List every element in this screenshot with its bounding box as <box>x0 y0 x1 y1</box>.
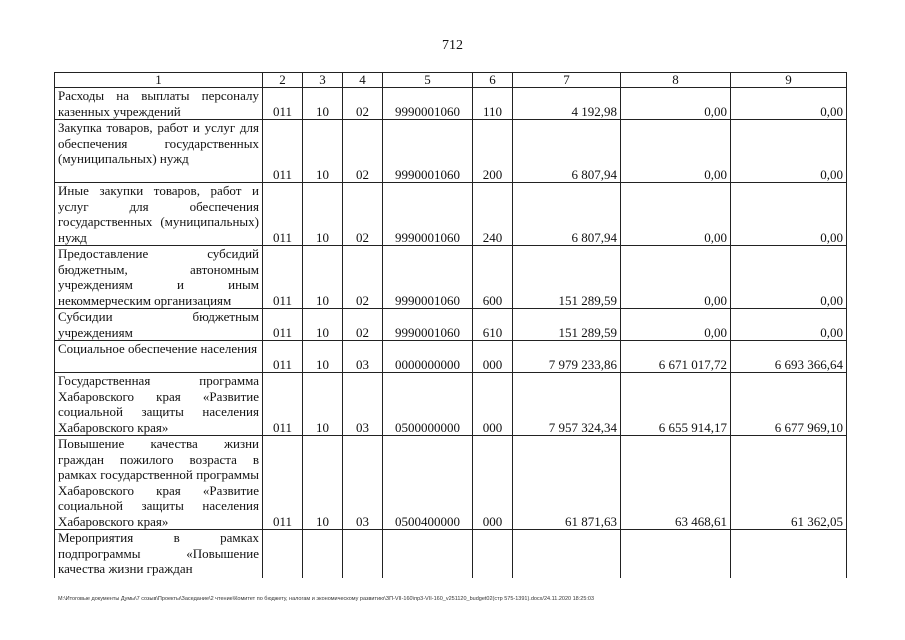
cell-amount-2022 <box>621 530 731 578</box>
cell-type-code: 000 <box>473 373 513 436</box>
cell-col-4: 02 <box>343 309 383 341</box>
cell-amount-2023: 0,00 <box>731 183 847 246</box>
cell-amount-2023 <box>731 530 847 578</box>
cell-type-code: 200 <box>473 120 513 183</box>
header-cell: 8 <box>621 73 731 88</box>
table-row <box>55 373 847 436</box>
cell-amount-2022: 0,00 <box>621 246 731 309</box>
cell-col-4: 02 <box>343 120 383 183</box>
cell-type-code: 610 <box>473 309 513 341</box>
cell-col-3: 10 <box>303 436 343 530</box>
cell-col-4: 02 <box>343 246 383 309</box>
cell-type-code: 000 <box>473 341 513 373</box>
cell-amount-2023: 6 693 366,64 <box>731 341 847 373</box>
cell-col-3: 10 <box>303 183 343 246</box>
cell-col-4: 03 <box>343 373 383 436</box>
cell-col-4: 02 <box>343 183 383 246</box>
cell-col-2 <box>263 530 303 578</box>
cell-amount-2021 <box>513 530 621 578</box>
cell-target-code: 9990001060 <box>383 309 473 341</box>
table-row <box>55 341 847 373</box>
cell-amount-2022: 0,00 <box>621 183 731 246</box>
cell-amount-2021: 4 192,98 <box>513 88 621 120</box>
file-path-footer: M:\Итоговые документы Думы\7 созыв\Проекты\Заседание\2 чтение\Комитет по бюджету, налогам и экономическому развитию\ЗП-VII-160\пр3-VII-160_v251120_budget02(стр 575-1391).docx/24.11.2020 18:25:03 <box>58 596 595 602</box>
cell-col-3: 10 <box>303 88 343 120</box>
cell-amount-2022: 6 655 914,17 <box>621 373 731 436</box>
cell-col-3 <box>303 530 343 578</box>
cell-amount-2022: 6 671 017,72 <box>621 341 731 373</box>
cell-name: Закупка товаров, работ и услуг для обеспечения государственных (муниципальных) нужд <box>55 120 263 183</box>
cell-type-code: 240 <box>473 183 513 246</box>
cell-col-3: 10 <box>303 120 343 183</box>
cell-col-4: 02 <box>343 88 383 120</box>
table-row <box>55 309 847 341</box>
cell-col-2: 011 <box>263 341 303 373</box>
cell-amount-2023: 0,00 <box>731 246 847 309</box>
cell-col-3: 10 <box>303 309 343 341</box>
table-row <box>55 246 847 309</box>
header-cell: 2 <box>263 73 303 88</box>
cell-name: Мероприятия в рамках подпрограммы «Повышение качества жизни граждан <box>55 530 263 578</box>
cell-type-code: 110 <box>473 88 513 120</box>
cell-amount-2021: 7 957 324,34 <box>513 373 621 436</box>
cell-name: Предоставление субсидий бюджетным, автономным учреждениям и иным некоммерческим организациям <box>55 246 263 309</box>
cell-target-code: 0000000000 <box>383 341 473 373</box>
cell-amount-2022: 0,00 <box>621 120 731 183</box>
cell-amount-2022: 63 468,61 <box>621 436 731 530</box>
cell-col-2: 011 <box>263 88 303 120</box>
cell-amount-2021: 7 979 233,86 <box>513 341 621 373</box>
cell-col-4 <box>343 530 383 578</box>
cell-amount-2021: 151 289,59 <box>513 246 621 309</box>
header-cell: 3 <box>303 73 343 88</box>
cell-amount-2022: 0,00 <box>621 88 731 120</box>
header-cell: 6 <box>473 73 513 88</box>
table-row <box>55 120 847 183</box>
header-cell: 5 <box>383 73 473 88</box>
cell-type-code <box>473 530 513 578</box>
page-number: 712 <box>442 38 463 53</box>
cell-col-2: 011 <box>263 373 303 436</box>
cell-target-code: 0500000000 <box>383 373 473 436</box>
cell-col-3: 10 <box>303 373 343 436</box>
header-cell: 1 <box>55 73 263 88</box>
cell-target-code: 9990001060 <box>383 120 473 183</box>
table-row <box>55 436 847 530</box>
cell-name: Расходы на выплаты персоналу казенных учреждений <box>55 88 263 120</box>
cell-target-code <box>383 530 473 578</box>
cell-col-2: 011 <box>263 120 303 183</box>
header-row <box>55 73 847 88</box>
cell-amount-2021: 6 807,94 <box>513 120 621 183</box>
cell-amount-2023: 0,00 <box>731 120 847 183</box>
cell-amount-2023: 61 362,05 <box>731 436 847 530</box>
cell-amount-2023: 0,00 <box>731 88 847 120</box>
cell-amount-2023: 6 677 969,10 <box>731 373 847 436</box>
table-row <box>55 88 847 120</box>
cell-amount-2022: 0,00 <box>621 309 731 341</box>
cell-col-2: 011 <box>263 436 303 530</box>
budget-table <box>54 72 847 578</box>
cell-amount-2021: 61 871,63 <box>513 436 621 530</box>
cell-amount-2021: 6 807,94 <box>513 183 621 246</box>
cell-name: Государственная программа Хабаровского края «Развитие социальной защиты населения Хабаровского края» <box>55 373 263 436</box>
cell-name: Повышение качества жизни граждан пожилого возраста в рамках государственной программы Хабаровского края «Развитие социальной защиты населения Хабаровского края» <box>55 436 263 530</box>
cell-col-2: 011 <box>263 309 303 341</box>
cell-col-2: 011 <box>263 183 303 246</box>
cell-col-3: 10 <box>303 341 343 373</box>
cell-name: Иные закупки товаров, работ и услуг для обеспечения государственных (муниципальных) нужд <box>55 183 263 246</box>
header-cell: 9 <box>731 73 847 88</box>
cell-col-4: 03 <box>343 341 383 373</box>
header-cell: 4 <box>343 73 383 88</box>
cell-col-2: 011 <box>263 246 303 309</box>
cell-target-code: 0500400000 <box>383 436 473 530</box>
cell-col-4: 03 <box>343 436 383 530</box>
cell-amount-2023: 0,00 <box>731 309 847 341</box>
cell-col-3: 10 <box>303 246 343 309</box>
table-row <box>55 530 847 578</box>
cell-name: Социальное обеспечение населения <box>55 341 263 373</box>
cell-type-code: 600 <box>473 246 513 309</box>
cell-target-code: 9990001060 <box>383 183 473 246</box>
cell-type-code: 000 <box>473 436 513 530</box>
header-cell: 7 <box>513 73 621 88</box>
cell-target-code: 9990001060 <box>383 246 473 309</box>
table-row <box>55 183 847 246</box>
cell-target-code: 9990001060 <box>383 88 473 120</box>
cell-name: Субсидии бюджетным учреждениям <box>55 309 263 341</box>
cell-amount-2021: 151 289,59 <box>513 309 621 341</box>
